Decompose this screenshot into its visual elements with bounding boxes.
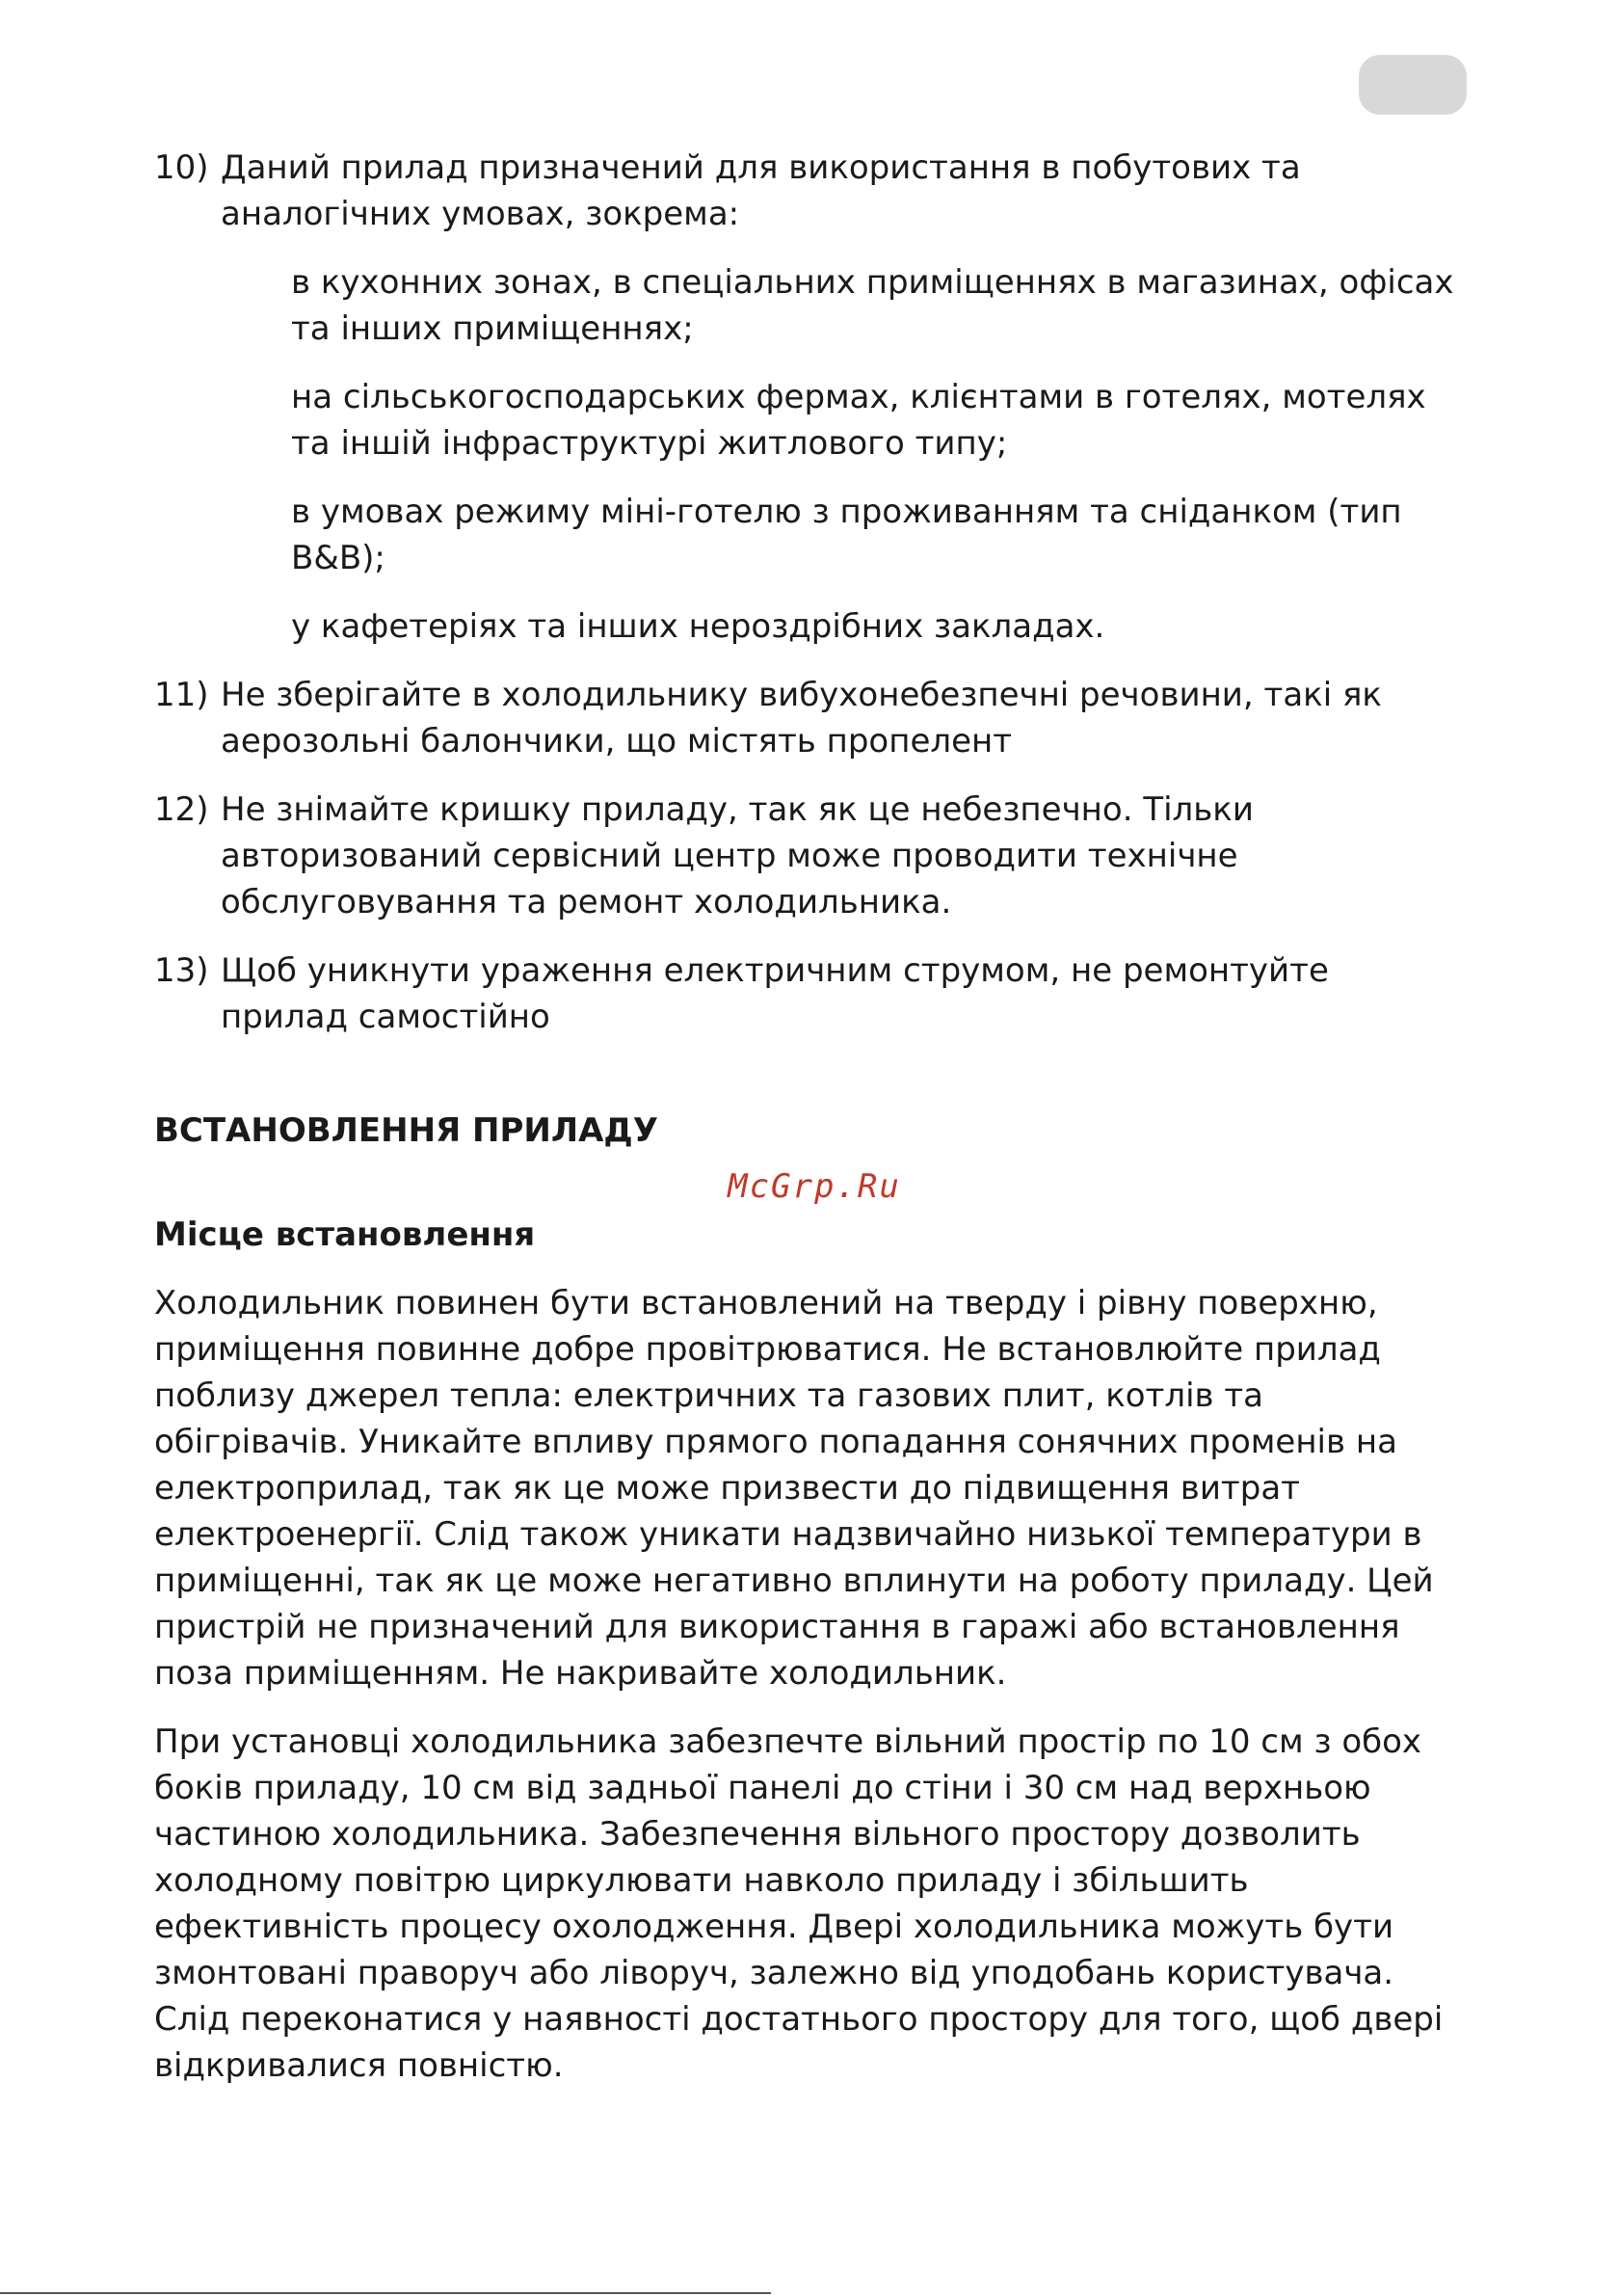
list-text: Щоб уникнути ураження електричним струмом, не ремонтуйте прилад самостійно	[221, 951, 1329, 1036]
section-heading: ВСТАНОВЛЕННЯ ПРИЛАДУ	[154, 1111, 658, 1150]
paragraph: При установці холодильника забезпечте вільний простір по 10 см з обох боків приладу, 10 см від задньої панелі до стіни і 30 см над верхньою частиною холодильника. Забезпечення вільного простору дозволить холодному повітрю циркулювати навколо приладу і збільшить ефективність процесу охолодження. Двері холодильника можуть бути змонтовані праворуч або ліворуч, залежно від уподобань користувача. Слід переконатися у наявності достатнього простору для того, щоб двері відкривалися повністю.	[154, 1722, 1444, 2085]
list-text: Даний прилад призначений для використання в побутових та аналогічних умовах, зокрема:	[221, 148, 1301, 233]
subsection-heading: Місце встановлення	[154, 1215, 536, 1254]
list-item-11	[154, 672, 1465, 764]
document-body	[154, 145, 1465, 2111]
list-item-13	[154, 948, 1465, 1040]
list-item-10	[154, 145, 1465, 650]
watermark: McGrp.Ru	[728, 1167, 901, 1206]
footer-rule	[0, 2292, 771, 2294]
page-number-tab	[1359, 55, 1467, 115]
sub-item: у кафетеріях та інших нероздрібних закладах.	[291, 607, 1105, 646]
sub-item: в умовах режиму міні-готелю з проживанням та сніданком (тип B&B);	[291, 493, 1402, 577]
sub-item: в кухонних зонах, в спеціальних приміщеннях в магазинах, офісах та інших приміщеннях;	[291, 263, 1454, 348]
list-number: 12)	[154, 790, 209, 829]
list-number: 13)	[154, 951, 209, 990]
paragraph: Холодильник повинен бути встановлений на тверду і рівну поверхню, приміщення повинне добре провітрюватися. Не встановлюйте прилад поблизу джерел тепла: електричних та газових плит, котлів та обігрівачів. Уникайте впливу прямого попадання сонячних променів на електроприлад, так як це може призвести до підвищення витрат електроенергії. Слід також уникати надзвичайно низької температури в приміщенні, так як це може негативно вплинути на роботу приладу. Цей пристрій не призначений для використання в гаражі або встановлення поза приміщенням. Не накривайте холодильник.	[154, 1284, 1434, 1693]
list-text: Не зберігайте в холодильнику вибухонебезпечні речовини, такі як аерозольні балончики, що містять пропелент	[221, 676, 1382, 761]
list-text: Не знімайте кришку приладу, так як це небезпечно. Тільки авторизований сервісний центр може проводити технічне обслуговування та ремонт холодильника.	[221, 790, 1254, 921]
list-number: 11)	[154, 676, 209, 714]
list-number: 10)	[154, 148, 209, 187]
sub-item: на сільськогосподарських фермах, клієнтами в готелях, мотелях та іншій інфраструктурі житлового типу;	[291, 378, 1426, 463]
list-item-12	[154, 787, 1465, 925]
